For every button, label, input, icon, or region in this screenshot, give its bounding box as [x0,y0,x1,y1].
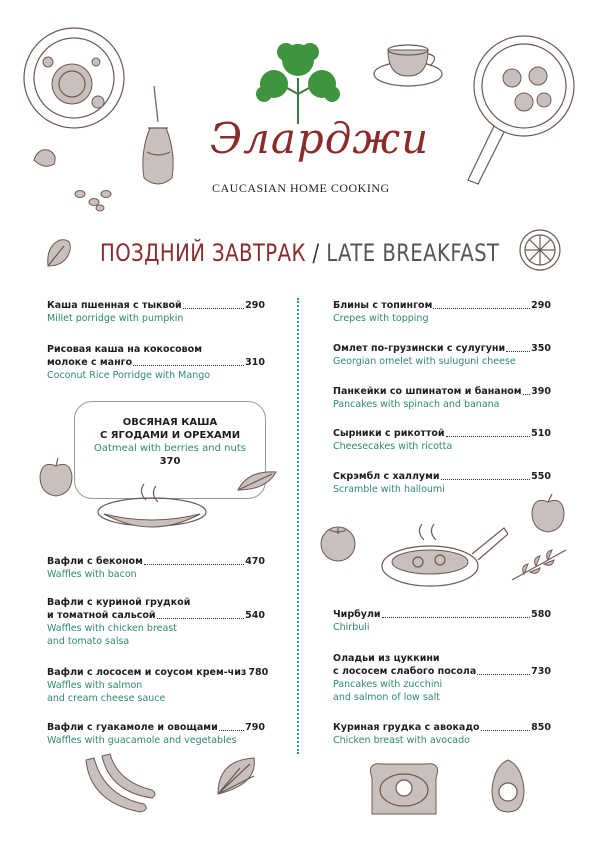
item-name-en: Chicken breast with avocado [333,735,470,746]
toast-egg-icon [362,758,446,824]
menu-item-waffles-bacon [47,555,265,581]
item-price: 780 [248,667,269,678]
coffee-cup-icon [370,36,448,90]
item-price: 310 [245,357,265,368]
hazelnut-icon [30,146,60,170]
item-name-ru: Панкейки со шпинатом и бананом [333,386,522,397]
title-separator: / [305,239,327,267]
item-price: 550 [531,471,551,482]
item-name-en-line2: and cream cheese sauce [47,693,166,704]
item-price: 730 [531,666,551,677]
item-name-en: Pancakes with spinach and banana [333,399,500,410]
item-name-en: Crepes with topping [333,313,429,324]
item-price: 790 [245,722,265,733]
item-name-en: Chirbuli [333,622,370,633]
leaf-icon [236,468,280,494]
item-name-ru: с лососем слабого посола [333,666,477,677]
skillet-eggs-icon [378,520,508,592]
item-name-en: Cheesecakes with ricotta [333,441,453,452]
item-price: 390 [531,386,551,397]
special-title-line1: ОВСЯНАЯ КАША [122,417,218,428]
lemon-icon [516,226,564,274]
menu-item-pancakes-spinach [333,385,551,411]
cilantro-logo-icon [256,38,340,124]
item-name-en: Coconut Rice Porridge with Mango [47,370,211,381]
special-name-en: Oatmeal with berries and nuts [94,443,246,454]
menu-item-waffles-guacamole [47,721,265,747]
item-price: 350 [531,343,551,354]
item-name-en: Waffles with guacamole and vegetables [47,735,237,746]
menu-item-rice-porridge [47,343,265,382]
item-price: 540 [245,610,265,621]
item-price: 470 [245,556,265,567]
brand-name: Эларджи [210,114,430,163]
item-name-ru: молоке с манго [47,357,133,368]
menu-item-zucchini-pancakes [333,652,551,704]
item-price: 580 [531,609,551,620]
special-title-line2: С ЯГОДАМИ И ОРЕХАМИ [99,430,241,441]
tomato-icon [318,520,358,564]
bananas-icon [80,752,160,818]
item-name-ru: Вафли с гуакамоле и овощами [47,722,218,733]
menu-item-scramble [333,470,551,496]
menu-item-millet-porridge [47,299,265,325]
item-name-en: Scramble with halloumi [333,484,445,495]
item-name-ru: Куриная грудка с авокадо [333,722,480,733]
item-name-ru: Скрэмбл с халлуми [333,471,440,482]
apple-icon [36,456,76,500]
menu-item-crepes [333,299,551,325]
lemon-icon [214,754,264,800]
item-name-ru: Вафли с лососем и соусом крем-чиз [47,667,247,678]
special-price: 370 [159,456,181,467]
item-name-ru-line1: Оладьи из цуккини [333,653,440,664]
item-price: 290 [245,300,265,311]
item-name-ru: Сырники с рикоттой [333,428,445,439]
menu-item-waffles-salmon [47,666,269,705]
item-price: 510 [531,428,551,439]
menu-item-chicken-avocado [333,721,551,747]
menu-item-cheesecakes [333,427,551,453]
item-name-ru: Блины с топингом [333,300,433,311]
title-en: LATE BREAKFAST [326,239,500,267]
item-name-ru: Чирбули [333,609,381,620]
menu-item-waffles-chicken [47,596,265,648]
item-name-ru-line1: Рисовая каша на кокосовом [47,344,202,355]
item-price: 850 [531,722,551,733]
item-price: 290 [531,300,551,311]
apple-icon [528,492,568,534]
menu-item-chirbuli [333,608,551,634]
item-name-en: Pancakes with zucchini [333,679,443,690]
porridge-bowl-icon [94,482,212,538]
column-divider [297,298,299,754]
item-name-en: Waffles with bacon [47,569,137,580]
menu-item-georgian-omelet [333,342,551,368]
page-title [100,239,499,267]
item-name-ru-line1: Вафли с куриной грудкой [47,597,191,608]
item-name-ru: Вафли с беконом [47,556,143,567]
plate-icon [18,22,130,134]
coffee-beans-icon [72,186,116,212]
cezve-icon [132,82,182,194]
herb-sprig-icon [510,546,570,584]
item-name-en: Millet porridge with pumpkin [47,313,184,324]
frying-pan-icon [460,30,578,190]
item-name-ru: и томатной сальсой [47,610,156,621]
brand-tagline: CAUCASIAN HOME COOKING [212,181,390,195]
avocado-icon [486,756,530,816]
item-name-en: Georgian omelet with suluguni cheese [333,356,516,367]
item-name-ru: Каша пшенная с тыквой [47,300,182,311]
title-ru: ПОЗДНИЙ ЗАВТРАК [100,239,306,267]
item-name-en-line2: and salmon of low salt [333,692,440,703]
item-name-en: Waffles with chicken breast [47,623,178,634]
leaf-icon [44,236,74,270]
item-name-ru: Омлет по-грузински с сулугуни [333,343,506,354]
item-name-en: Waffles with salmon [47,680,143,691]
item-name-en-line2: and tomato salsa [47,636,130,647]
